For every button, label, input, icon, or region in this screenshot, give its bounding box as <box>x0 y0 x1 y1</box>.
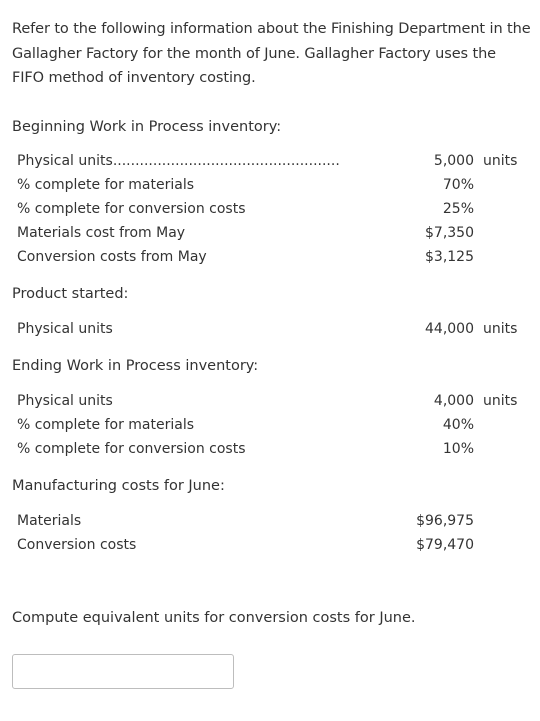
table-row <box>17 317 540 341</box>
row-unit: units <box>483 153 518 169</box>
problem-intro: Refer to the following information about the Finishing Department in the Gallagher Factory for the month of June. Gallagher Factory uses the FIFO method of inventory costing. <box>12 21 531 86</box>
table-row <box>17 509 540 533</box>
row-label: % complete for conversion costs <box>17 201 246 217</box>
row-value: $7,350 <box>425 225 474 241</box>
table-row <box>17 533 540 557</box>
row-value: 5,000 <box>433 153 474 169</box>
row-label: Conversion costs from May <box>17 249 207 265</box>
ending-wip-heading: Ending Work in Process inventory: <box>12 358 259 374</box>
row-value: $96,975 <box>416 513 474 529</box>
manufacturing-costs-heading: Manufacturing costs for June: <box>12 478 225 494</box>
beginning-wip-heading: Beginning Work in Process inventory: <box>12 119 282 135</box>
row-value: 25% <box>442 201 474 217</box>
answer-input[interactable] <box>12 654 234 689</box>
row-unit: units <box>483 393 518 409</box>
row-value: $3,125 <box>425 249 474 265</box>
table-row <box>17 245 540 269</box>
row-value: 44,000 <box>425 321 474 337</box>
row-value: 70% <box>442 177 474 193</box>
question-prompt: Compute equivalent units for conversion costs for June. <box>12 610 416 626</box>
row-label: Materials cost from May <box>17 225 186 241</box>
row-unit: units <box>483 321 518 337</box>
table-row <box>17 437 540 461</box>
row-value: 4,000 <box>433 393 474 409</box>
row-label: % complete for conversion costs <box>17 441 246 457</box>
table-row <box>17 413 540 437</box>
row-label: Physical units <box>17 393 113 409</box>
row-label: Physical units................................................... <box>17 153 340 169</box>
table-row <box>17 197 540 221</box>
row-value: $79,470 <box>416 537 474 553</box>
row-label: Materials <box>17 513 82 529</box>
row-label: Physical units <box>17 321 113 337</box>
row-value: 10% <box>442 441 474 457</box>
row-label: Conversion costs <box>17 537 137 553</box>
row-label: % complete for materials <box>17 417 195 433</box>
product-started-heading: Product started: <box>12 286 129 302</box>
row-value: 40% <box>442 417 474 433</box>
table-row <box>17 173 540 197</box>
table-row <box>17 389 540 413</box>
table-row <box>17 221 540 245</box>
row-label: % complete for materials <box>17 177 195 193</box>
table-row <box>17 149 540 173</box>
